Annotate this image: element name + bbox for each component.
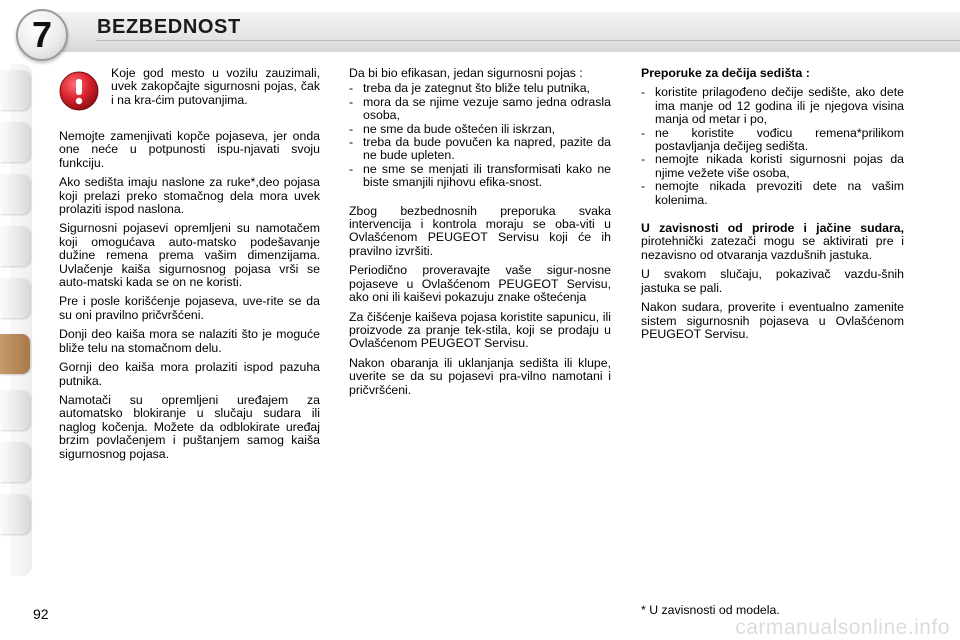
paragraph: U svakom slučaju, pokazivač vazdu-šnih jastuka se pali. xyxy=(641,267,904,295)
paragraph: Donji deo kaiša mora se nalaziti što je moguće bliže telu na stomačnom delu. xyxy=(59,327,320,355)
chapter-tab-9[interactable] xyxy=(0,442,30,482)
paragraph: Ako sedišta imaju naslone za ruke*,deo pojasa koji prelazi preko stomačnog dela mora uvek prolaziti ispod naslona. xyxy=(59,175,320,217)
list-item: - treba da je zategnut što bliže telu putnika, xyxy=(349,82,611,95)
column-2 xyxy=(349,67,611,403)
seatbelt-requirements-list xyxy=(349,82,611,189)
paragraph: Zbog bezbednosnih preporuka svaka intervencija i kontrola moraju se oba-viti u Ovlašćenom PEUGEOT Servisu koji će ih pravilno izvršiti. xyxy=(349,203,611,258)
column-1 xyxy=(59,67,320,467)
warning-block xyxy=(59,67,320,125)
watermark: carmanualsonline.info xyxy=(735,616,950,639)
pretensioner-bold-lead: U zavisnosti od prirode i jačine sudara, xyxy=(641,221,904,236)
paragraph: Namotači su opremljeni uređajem za automatsko blokiranje u slučaju sudara ili naglog kočenja. Možete da odblokirate uređaj brzim povlačenjem i puštanjem samog kaiša sigurnosnog pojasa. xyxy=(59,392,320,461)
exclamation-warning-icon xyxy=(59,71,99,111)
page-number: 92 xyxy=(33,606,49,622)
chapter-badge: 7 xyxy=(16,9,68,61)
list-item: - ne koristite vođicu remena*prilikom postavljanja dečijeg sedišta. xyxy=(641,127,904,154)
list-item: - ne sme se menjati ili transformisati kako ne biste smanjili njihovu efika-snost. xyxy=(349,163,611,190)
seatbelt-intro: Da bi bio efikasan, jedan sigurnosni pojas : xyxy=(349,66,583,80)
list-item: - koristite prilagođeno dečije sedište, ako dete ima manje od 12 godina ili je njegova visina manja od metar i po, xyxy=(641,86,904,126)
title-underline xyxy=(96,40,960,41)
chapter-tab-10[interactable] xyxy=(0,494,30,534)
chapter-tab-2[interactable] xyxy=(0,122,30,162)
paragraph: Nakon sudara, proverite i eventualno zamenite sistem sigurnosnih pojaseva u Ovlašćenom PEUGEOT Servisu. xyxy=(641,300,904,341)
paragraph: Pre i posle korišćenje pojaseva, uve-rite se da su oni pravilno pričvršćeni. xyxy=(59,294,320,322)
chapter-tab-8[interactable] xyxy=(0,390,30,430)
chapter-tab-7-active[interactable] xyxy=(0,334,30,374)
page-title: BEZBEDNOST xyxy=(97,16,241,38)
list-item: - treba da bude povučen ka napred, pazite da ne bude upleten. xyxy=(349,136,611,163)
paragraph: Sigurnosni pojasevi opremljeni su namotačem koji omogućava auto-matsko podešavanje dužine remena prema vašim dimenzijama. Uvlačenje kaiša sigurnosnog pojasa vrši se auto-matski kada se on ne koristi. xyxy=(59,221,320,290)
warning-text: Koje god mesto u vozilu zauzimali, uvek zakopčajte sigurnosni pojas, čak i na kra-ćim putovanjima. xyxy=(111,66,320,107)
pretensioner-text: pirotehnički zatezači mogu se aktivirati pre i nezavisno od otvaranja vazdušnih jastuka. xyxy=(641,234,904,262)
pretensioner-paragraph xyxy=(641,222,904,262)
child-seat-heading: Preporuke za dečija sedišta : xyxy=(641,66,810,80)
list-item: - nemojte nikada koristi sigurnosni pojas da njime vežete više osoba, xyxy=(641,153,904,180)
child-seat-list xyxy=(641,86,904,207)
paragraph: Periodično proveravajte vaše sigur-nosne pojaseve u Ovlašćenom PEUGEOT Servisu, ako oni ili kaiševi pokazuju znake oštećenja xyxy=(349,263,611,305)
paragraph: Gornji deo kaiša mora prolaziti ispod pazuha putnika. xyxy=(59,360,320,388)
paragraph: Nemojte zamenjivati kopče pojaseva, jer onda one neće u potpunosti ispu-njavati svoju funkciju. xyxy=(59,129,320,170)
column-3 xyxy=(641,67,904,347)
chapter-tab-4[interactable] xyxy=(0,226,30,266)
chapter-tab-5[interactable] xyxy=(0,278,30,318)
chapter-tab-3[interactable] xyxy=(0,174,30,214)
paragraph: Za čišćenje kaiševa pojasa koristite sapunicu, ili proizvode za pranje tek-stila, koji se prodaju u Ovlašćenom PEUGEOT Servisu. xyxy=(349,309,611,351)
footnote: * U zavisnosti od modela. xyxy=(641,603,780,617)
list-item: - ne sme da bude oštećen ili iskrzan, xyxy=(349,123,611,136)
list-item: - mora da se njime vezuje samo jedna odrasla osoba, xyxy=(349,96,611,123)
list-item: - nemojte nikada prevoziti dete na vašim kolenima. xyxy=(641,180,904,207)
chapter-tabs xyxy=(0,60,32,580)
chapter-tab-1[interactable] xyxy=(0,70,30,110)
paragraph: Nakon obaranja ili uklanjanja sedišta ili klupe, uverite se da su pojasevi pra-vilno namotani i pričvršćeni. xyxy=(349,355,611,397)
